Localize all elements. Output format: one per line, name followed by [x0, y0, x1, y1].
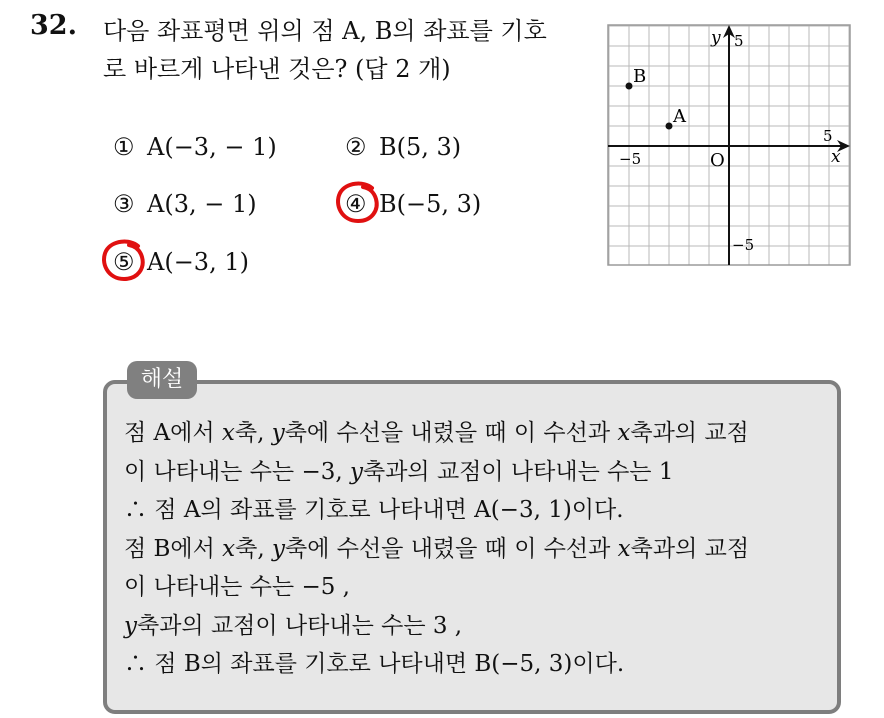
solution-line-2: 이 나타내는 수는 −3, 𝑦축과의 교점이 나타내는 수는 1: [124, 458, 674, 485]
question-line-2: 로 바르게 나타낸 것은? (답 2 개): [103, 55, 451, 83]
option-1-number: ①: [113, 133, 135, 161]
x-pos-tick-label: 5: [823, 127, 833, 145]
option-3[interactable]: [113, 190, 257, 218]
solution-line-1: 점 A에서 𝑥축, 𝑦축에 수선을 내렸을 때 이 수선과 𝑥축과의 교점: [124, 420, 749, 446]
solution-line-3: ∴ 점 A의 좌표를 기호로 나타내면 A(−3, 1)이다.: [124, 497, 624, 523]
y-axis-label: y: [711, 28, 721, 48]
option-1-text: A(−3, − 1): [147, 133, 277, 161]
y-pos-tick-label: 5: [734, 32, 744, 50]
solution-line-7: ∴ 점 B의 좌표를 기호로 나타내면 B(−5, 3)이다.: [124, 651, 625, 677]
solution-line-5: 이 나타내는 수는 −5 ,: [124, 574, 350, 600]
x-axis-label: x: [831, 147, 841, 167]
question-number: 32.: [30, 10, 77, 41]
coordinate-plane: [607, 24, 851, 266]
solution-text: [124, 414, 749, 684]
point-a-label: A: [673, 106, 686, 127]
option-3-text: A(3, − 1): [147, 190, 257, 218]
x-neg-tick-label: −5: [619, 150, 642, 168]
origin-label: O: [710, 150, 725, 171]
option-5-text: A(−3, 1): [147, 248, 249, 276]
answer-circle-mark-4: [334, 180, 384, 226]
option-4-number: ④: [345, 190, 367, 218]
solution-tag: 해설: [127, 361, 197, 399]
option-2-text: B(5, 3): [379, 133, 462, 161]
option-2-number: ②: [345, 133, 367, 161]
y-neg-tick-label: −5: [732, 236, 755, 254]
option-5-number: ⑤: [113, 248, 135, 276]
answer-circle-mark-5: [100, 238, 150, 284]
point-b: [626, 83, 633, 90]
point-a: [666, 123, 673, 130]
question-line-1: 다음 좌표평면 위의 점 A, B의 좌표를 기호: [103, 17, 547, 45]
option-3-number: ③: [113, 190, 135, 218]
option-2[interactable]: [345, 133, 461, 161]
question-text: [103, 12, 593, 88]
option-4-text: B(−5, 3): [379, 190, 482, 218]
solution-line-4: 점 B에서 𝑥축, 𝑦축에 수선을 내렸을 때 이 수선과 𝑥축과의 교점: [124, 535, 750, 562]
solution-line-6: 𝑦축과의 교점이 나타내는 수는 3 ,: [124, 612, 463, 639]
option-1[interactable]: [113, 133, 277, 161]
point-b-label: B: [633, 66, 647, 87]
